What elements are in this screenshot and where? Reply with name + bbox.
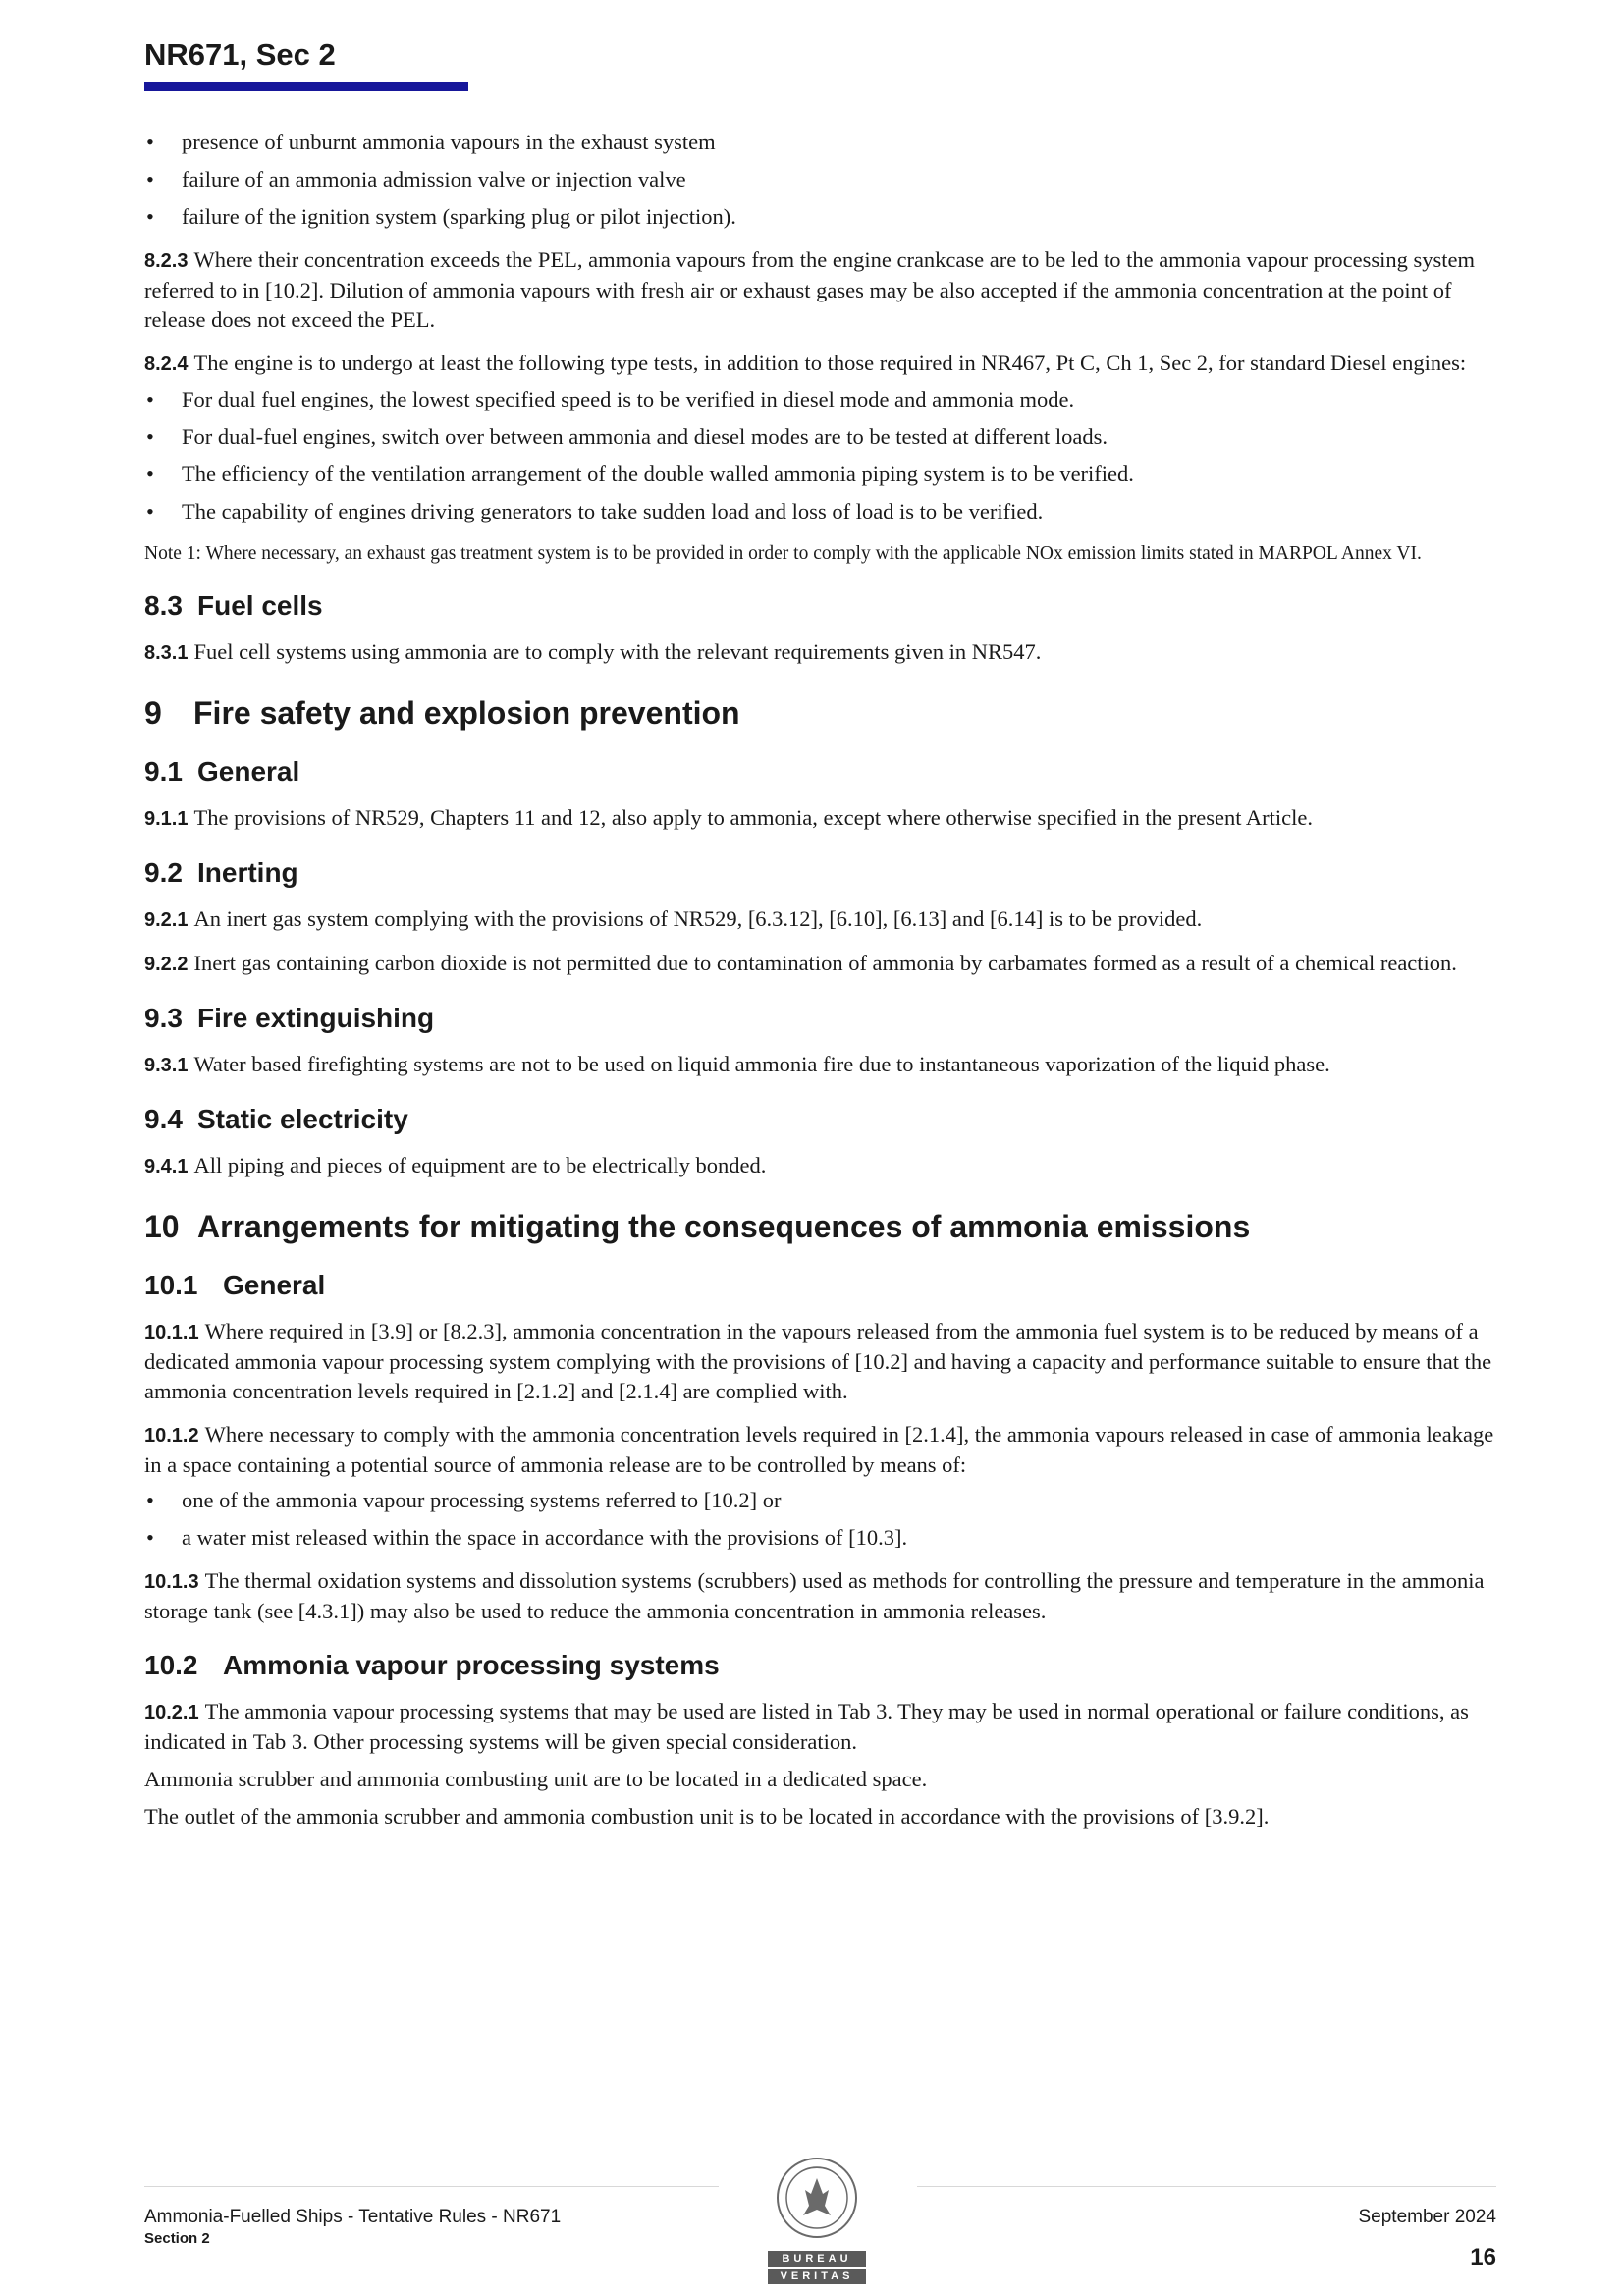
paragraph-text: The thermal oxidation systems and dissolution systems (scrubbers) used as methods for controlling the pressure and temperature in the ammonia storage tank (see [4.3.1]) may also be used to reduce the ammonia concentration in ammonia releases. [144,1568,1485,1623]
bullet-icon: • [146,462,154,486]
logo-word-veritas: VERITAS [768,2269,866,2284]
bullet-icon: • [146,204,154,229]
paragraph-number: 10.1.2 [144,1425,199,1447]
paragraph-text: Where necessary to comply with the ammonia concentration levels required in [2.1.4], the ammonia vapours released in case of ammonia leakage in a space containing a potential source of ammonia release are to be controlled by means of: [144,1422,1494,1477]
paragraph-text: The engine is to undergo at least the following type tests, in addition to those required in NR467, Pt C, Ch 1, Sec 2, for standard Diesel engines: [193,351,1467,375]
paragraph-8-2-3 [144,246,1494,335]
paragraph-10-2-1 [144,1697,1494,1757]
list-item: • a water mist released within the space in accordance with the provisions of [10.3]. [144,1523,1494,1553]
bureau-veritas-logo-icon [768,2155,866,2282]
list-item: • one of the ammonia vapour processing systems referred to [10.2] or [144,1486,1494,1515]
paragraph-number: 8.3.1 [144,642,189,664]
paragraph-number: 8.2.3 [144,250,189,272]
heading-9-4: 9.4 Static electricity [144,1104,408,1134]
paragraph-number: 8.2.4 [144,354,189,375]
heading-10-2: 10.2 Ammonia vapour processing systems [144,1650,720,1680]
paragraph-9-4-1 [144,1151,1494,1181]
bullet-list-type-tests [144,385,1494,526]
running-header-title: NR671, Sec 2 [144,37,336,72]
paragraph-9-3-1 [144,1050,1494,1080]
list-item: • For dual fuel engines, the lowest specified speed is to be verified in diesel mode and ammonia mode. [144,385,1494,414]
bullet-icon: • [146,387,154,411]
footer-document-title: Ammonia-Fuelled Ships - Tentative Rules - NR671 [144,2207,562,2227]
paragraph-8-2-4 [144,349,1494,379]
bullet-list-top [144,128,1494,232]
paragraph-9-2-1 [144,904,1494,935]
heading-10: 10 Arrangements for mitigating the consequences of ammonia emissions [144,1209,1251,1244]
paragraph-10-1-3 [144,1566,1494,1626]
heading-8-3: 8.3 Fuel cells [144,590,323,621]
paragraph-8-3-1 [144,637,1494,668]
heading-9: 9 Fire safety and explosion prevention [144,695,740,731]
footer-document-info [144,2207,561,2250]
header-accent-bar [144,82,468,91]
paragraph-text: The ammonia vapour processing systems that may be used are listed in Tab 3. They may be used in normal operational or failure conditions, as indicated in Tab 3. Other processing systems will be given special consideration. [144,1699,1469,1754]
list-item: • The capability of engines driving generators to take sudden load and loss of load is to be verified. [144,497,1494,526]
heading-10-1: 10.1 General [144,1270,326,1300]
paragraph-10-1-1 [144,1317,1494,1406]
page-body [144,128,1494,1845]
paragraph-number: 10.1.3 [144,1571,199,1593]
page-number: 16 [1470,2244,1496,2270]
list-item: • The efficiency of the ventilation arrangement of the double walled ammonia piping system is to be verified. [144,460,1494,489]
paragraph-text: Fuel cell systems using ammonia are to comply with the relevant requirements given in NR547. [193,639,1042,664]
logo-seal-icon [768,2155,866,2249]
list-item: • For dual-fuel engines, switch over between ammonia and diesel modes are to be tested at different loads. [144,422,1494,452]
paragraph-number: 9.1.1 [144,808,189,830]
paragraph-number: 10.1.1 [144,1322,199,1343]
bullet-list-control-means [144,1486,1494,1553]
bullet-icon: • [146,130,154,154]
paragraph-9-2-2 [144,949,1494,979]
heading-9-1: 9.1 General [144,756,300,787]
footer-section-label: Section 2 [144,2230,210,2247]
paragraph-number: 9.3.1 [144,1055,189,1076]
paragraph-9-1-1 [144,803,1494,834]
bullet-icon: • [146,1525,154,1550]
footer-divider-right [917,2186,1496,2187]
paragraph-text: Inert gas containing carbon dioxide is not permitted due to contamination of ammonia by carbamates formed as a result of a chemical reaction. [193,951,1457,975]
bullet-icon: • [146,167,154,191]
paragraph-text: Where required in [3.9] or [8.2.3], ammonia concentration in the vapours released from the ammonia fuel system is to be reduced by means of a dedicated ammonia vapour processing system complying with the provisions of [10.2] and having a capacity and performance suitable to ensure that the ammonia concentration levels required in [2.1.2] and [2.1.4] are complied with. [144,1319,1492,1403]
logo-word-bureau: BUREAU [768,2251,866,2267]
paragraph-number: 9.2.2 [144,954,189,975]
note-1: Note 1: Where necessary, an exhaust gas treatment system is to be provided in order to comply with the applicable NOx emission limits stated in MARPOL Annex VI. [144,543,1422,564]
paragraph-text: Where their concentration exceeds the PEL, ammonia vapours from the engine crankcase are to be led to the ammonia vapour processing system referred to in [10.2]. Dilution of ammonia vapours with fresh air or exhaust gases may be also accepted if the ammonia concentration at the point of release does not exceed the PEL. [144,247,1476,332]
bullet-icon: • [146,424,154,449]
paragraph-text: An inert gas system complying with the provisions of NR529, [6.3.12], [6.10], [6.13] and [6.14] is to be provided. [193,906,1203,931]
paragraph-10-2-1-continued: Ammonia scrubber and ammonia combusting unit are to be located in a dedicated space. [144,1767,928,1791]
list-item: • presence of unburnt ammonia vapours in the exhaust system [144,128,1494,157]
footer-divider-left [144,2186,719,2187]
paragraph-text: All piping and pieces of equipment are to be electrically bonded. [193,1153,767,1177]
paragraph-text: Water based firefighting systems are not to be used on liquid ammonia fire due to instantaneous vaporization of the liquid phase. [193,1052,1330,1076]
paragraph-10-2-1-outlet: The outlet of the ammonia scrubber and ammonia combustion unit is to be located in accordance with the provisions of [3.9.2]. [144,1804,1270,1829]
heading-9-2: 9.2 Inerting [144,857,298,888]
list-item: • failure of the ignition system (sparking plug or pilot injection). [144,202,1494,232]
paragraph-text: The provisions of NR529, Chapters 11 and 12, also apply to ammonia, except where otherwise specified in the present Article. [193,805,1313,830]
bullet-icon: • [146,499,154,523]
paragraph-number: 10.2.1 [144,1702,199,1723]
list-item: • failure of an ammonia admission valve or injection valve [144,165,1494,194]
paragraph-number: 9.4.1 [144,1156,189,1177]
paragraph-number: 9.2.1 [144,909,189,931]
bullet-icon: • [146,1488,154,1512]
heading-9-3: 9.3 Fire extinguishing [144,1003,435,1033]
footer-date: September 2024 [1358,2207,1496,2227]
paragraph-10-1-2 [144,1420,1494,1480]
